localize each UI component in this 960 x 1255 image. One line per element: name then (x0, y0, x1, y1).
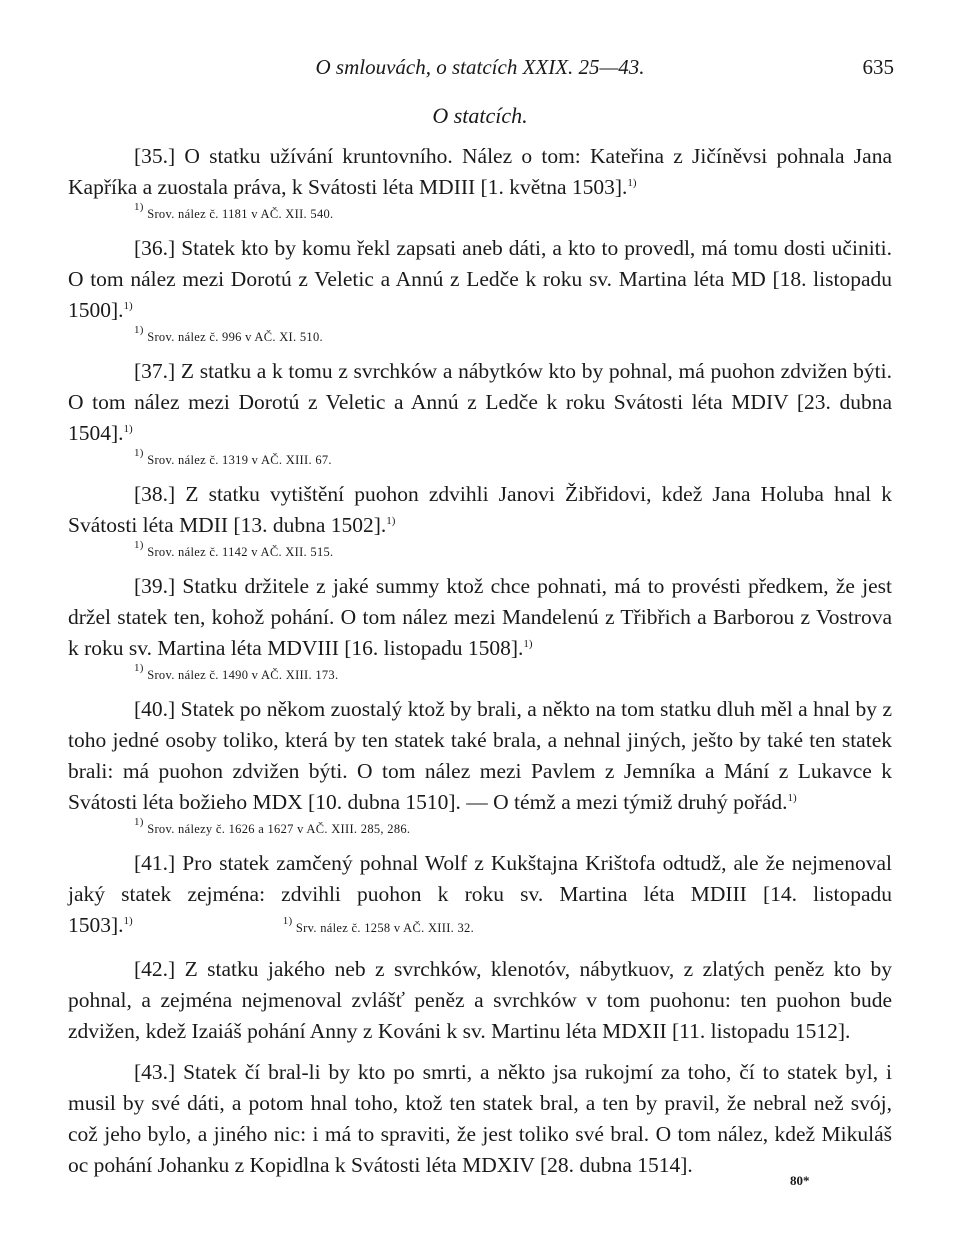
footnote-38: $^{1)}$ Srov. nález č. 1142 v AČ. XII. 515. (134, 539, 334, 559)
running-title: O smlouvách, o statcích XXIX. 25—43. (315, 55, 645, 79)
entry-41: [41.] Pro statek zamčený pohnal Wolf z Kukštajna Krištofa odtudž, ale že nejmenoval jaký statek zejména: zdvihli puohon k roku sv. Martina léta MDIII [14. listopadu 1503].$^{1)}$ $^{1)}$ Srv. nález č. 1258 v AČ. XIII. 32. (68, 851, 892, 937)
footnote-40: $^{1)}$ Srov. nálezy č. 1626 a 1627 v AČ. XIII. 285, 286. (134, 816, 411, 836)
entry-38: [38.] Z statku vytištění puohon zdvihli Janovi Žibřidovi, kdež Jana Holuba hnal k Svátosti léta MDII [13. dubna 1502].$^{1)}$ (68, 482, 892, 537)
entry-43: [43.] Statek čí bral-li by kto po smrti, a někto jsa rukojmí za toho, čí to statek byl, i musil by své dáti, a potom hnal toho, ktož ten statek bral, a ten by pravil, že nebral než svój, což jeho bylo, a jiného nic: i má to spraviti, že jest toliko své bral. O tom nález, kdež Mikuláš oc pohání Johanku z Kopidlna k Svátosti léta MDXIV [28. dubna 1514]. (68, 1060, 892, 1177)
footnote-37: $^{1)}$ Srov. nález č. 1319 v AČ. XIII. 67. (134, 447, 332, 467)
entry-35: [35.] O statku užívání kruntovního. Nález o tom: Kateřina z Jičíněvsi pohnala Jana Kapříka a zuostala práva, k Svátosti léta MDIII [1. května 1503].$^{1)}$ (68, 144, 892, 199)
footnote-36: $^{1)}$ Srov. nález č. 996 v AČ. XI. 510. (134, 324, 323, 344)
section-title: O statcích. (432, 103, 528, 128)
signature-mark: 80* (790, 1173, 810, 1188)
footnote-41: $^{1)}$ Srv. nález č. 1258 v AČ. XIII. 32. (282, 915, 475, 935)
entry-36: [36.] Statek kto by komu řekl zapsati aneb dáti, a kto to provedl, má tomu dosti učiniti. O tom nález mezi Dorotú z Veletic a Annú z Ledče k roku sv. Martina léta MD [18. listopadu 1500].$^{1)}$ (68, 236, 892, 322)
entry-37: [37.] Z statku a k tomu z svrchków a nábytków kto by pohnal, má puohon zdvižen býti. O tom nález mezi Dorotú z Veletic a Annú z Ledče k roku Svátosti léta MDIV [23. dubna 1504].$^{1)}$ (68, 359, 892, 445)
entry-40: [40.] Statek po někom zuostalý ktož by brali, a někto na tom statku dluh měl a hnal by z toho jedné osoby toliko, která by ten statek také brala, a nehnal jiných, ješto by také ten statek brali: má puohon zdvižen býti. O tom nález mezi Pavlem z Jemníka a Mání z Lukavce k Svátosti léta božieho MDX [10. dubna 1510]. — O témž a mezi týmiž druhý pořád.$^{1)}$ (68, 697, 892, 814)
page-number: 635 (862, 55, 894, 79)
footnote-35: $^{1)}$ Srov. nález č. 1181 v AČ. XII. 540. (134, 201, 334, 221)
entry-39: [39.] Statku držitele z jaké summy ktož chce pohnati, má to provésti předkem, že jest držel statek ten, kohož pohání. O tom nález mezi Mandelenú z Třibřich a Barborou z Vostrova k roku sv. Martina léta MDVIII [16. listopadu 1508].$^{1)}$ (68, 574, 892, 660)
footnote-39: $^{1)}$ Srov. nález č. 1490 v AČ. XIII. 173. (134, 662, 339, 682)
running-head (68, 55, 892, 91)
entry-42: [42.] Z statku jakého neb z svrchków, klenotóv, nábytkuov, z zlatých peněz kto by pohnal, a zejména nejmenoval zvlášť peněz a svrchków v tom puohonu: ten puohon bude zdvižen, kdež Izaiáš pohání Anny z Kováni k sv. Martinu léta MDXII [11. listopadu 1512]. (68, 957, 892, 1043)
page (68, 55, 892, 1181)
